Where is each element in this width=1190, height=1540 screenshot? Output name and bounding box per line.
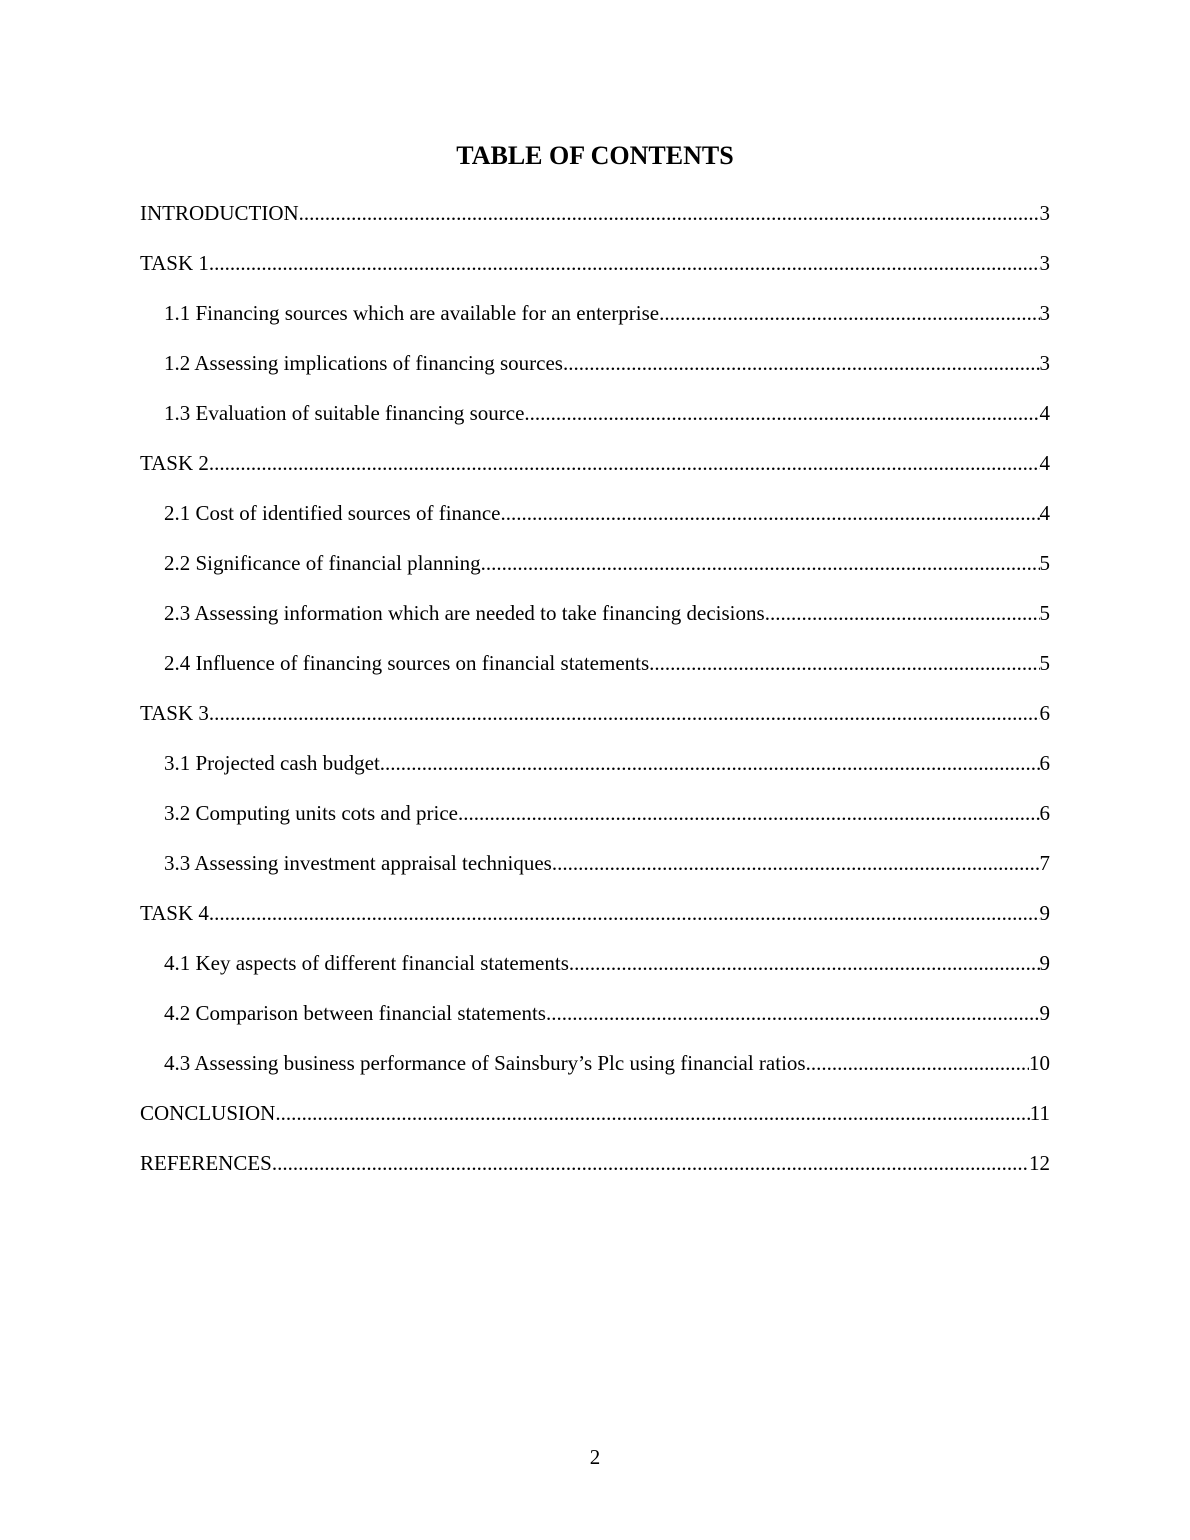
dot-leader [552,846,1040,880]
toc-entry-label: TASK 1 [140,251,209,275]
dot-leader [299,196,1040,230]
toc-entry-label: 1.1 Financing sources which are available for an enterprise [164,301,660,325]
toc-list [140,196,1050,1196]
toc-entry-label: INTRODUCTION [140,201,299,225]
toc-entry[interactable] [140,746,1050,796]
toc-entry-label: TASK 3 [140,701,209,725]
toc-entry[interactable] [140,546,1050,596]
toc-entry-page-number: 5 [1039,601,1050,625]
toc-entry-page-number: 3 [1039,201,1050,225]
toc-entry-page-number: 6 [1039,801,1050,825]
toc-entry-label: 1.3 Evaluation of suitable financing source [164,401,525,425]
toc-entry[interactable] [140,796,1050,846]
toc-entry[interactable] [140,446,1050,496]
toc-entry-label: 4.1 Key aspects of different financial statements [164,951,569,975]
toc-entry-page-number: 9 [1039,901,1050,925]
toc-entry-label: 3.2 Computing units cots and price [164,801,458,825]
toc-entry[interactable] [140,1096,1050,1146]
toc-entry[interactable] [140,196,1050,246]
dot-leader [209,246,1040,280]
toc-entry[interactable] [140,946,1050,996]
toc-entry-label: 3.1 Projected cash budget [164,751,380,775]
toc-entry[interactable] [140,496,1050,546]
toc-entry-label: 4.2 Comparison between financial statements [164,1001,546,1025]
toc-entry-page-number: 6 [1039,701,1050,725]
dot-leader [209,446,1040,480]
toc-entry[interactable] [140,596,1050,646]
toc-entry[interactable] [140,896,1050,946]
toc-entry-page-number: 10 [1029,1051,1050,1075]
toc-title: TABLE OF CONTENTS [456,141,734,170]
dot-leader [380,746,1040,780]
toc-entry-page-number: 7 [1039,851,1050,875]
dot-leader [649,646,1039,680]
toc-entry[interactable] [140,296,1050,346]
page-number: 2 [589,1445,601,1469]
dot-leader [806,1046,1029,1080]
toc-entry-page-number: 12 [1029,1151,1050,1175]
toc-entry-page-number: 4 [1039,401,1050,425]
toc-entry[interactable] [140,246,1050,296]
dot-leader [275,1096,1029,1130]
toc-entry-label: REFERENCES [140,1151,272,1175]
toc-entry-label: 3.3 Assessing investment appraisal techniques [164,851,552,875]
dot-leader [272,1146,1029,1180]
dot-leader [481,546,1040,580]
toc-entry-page-number: 9 [1039,1001,1050,1025]
toc-entry-label: TASK 2 [140,451,209,475]
toc-entry[interactable] [140,1146,1050,1196]
dot-leader [563,346,1040,380]
toc-entry[interactable] [140,696,1050,746]
toc-entry-page-number: 5 [1039,651,1050,675]
dot-leader [546,996,1040,1030]
toc-entry-page-number: 6 [1039,751,1050,775]
dot-leader [209,696,1040,730]
toc-entry-page-number: 11 [1029,1101,1050,1125]
toc-entry-page-number: 4 [1039,451,1050,475]
toc-entry-page-number: 4 [1039,501,1050,525]
toc-entry-label: 2.3 Assessing information which are needed to take financing decisions [164,601,765,625]
toc-entry[interactable] [140,846,1050,896]
toc-entry[interactable] [140,396,1050,446]
toc-entry-page-number: 3 [1039,301,1050,325]
toc-entry-label: 2.1 Cost of identified sources of finance [164,501,501,525]
toc-entry-label: 1.2 Assessing implications of financing sources [164,351,563,375]
dot-leader [209,896,1040,930]
dot-leader [659,296,1039,330]
toc-entry[interactable] [140,346,1050,396]
toc-entry-label: CONCLUSION [140,1101,276,1125]
toc-entry[interactable] [140,996,1050,1046]
dot-leader [501,496,1040,530]
dot-leader [524,396,1039,430]
toc-entry-label: 4.3 Assessing business performance of Sainsbury’s Plc using financial ratios [164,1051,806,1075]
toc-entry-label: 2.2 Significance of financial planning [164,551,481,575]
toc-entry-label: 2.4 Influence of financing sources on financial statements [164,651,650,675]
toc-entry-page-number: 9 [1039,951,1050,975]
toc-entry-page-number: 5 [1039,551,1050,575]
toc-entry-page-number: 3 [1039,251,1050,275]
dot-leader [765,596,1040,630]
toc-entry[interactable] [140,1046,1050,1096]
toc-entry-label: TASK 4 [140,901,209,925]
dot-leader [569,946,1040,980]
toc-entry-page-number: 3 [1039,351,1050,375]
dot-leader [458,796,1040,830]
toc-entry[interactable] [140,646,1050,696]
